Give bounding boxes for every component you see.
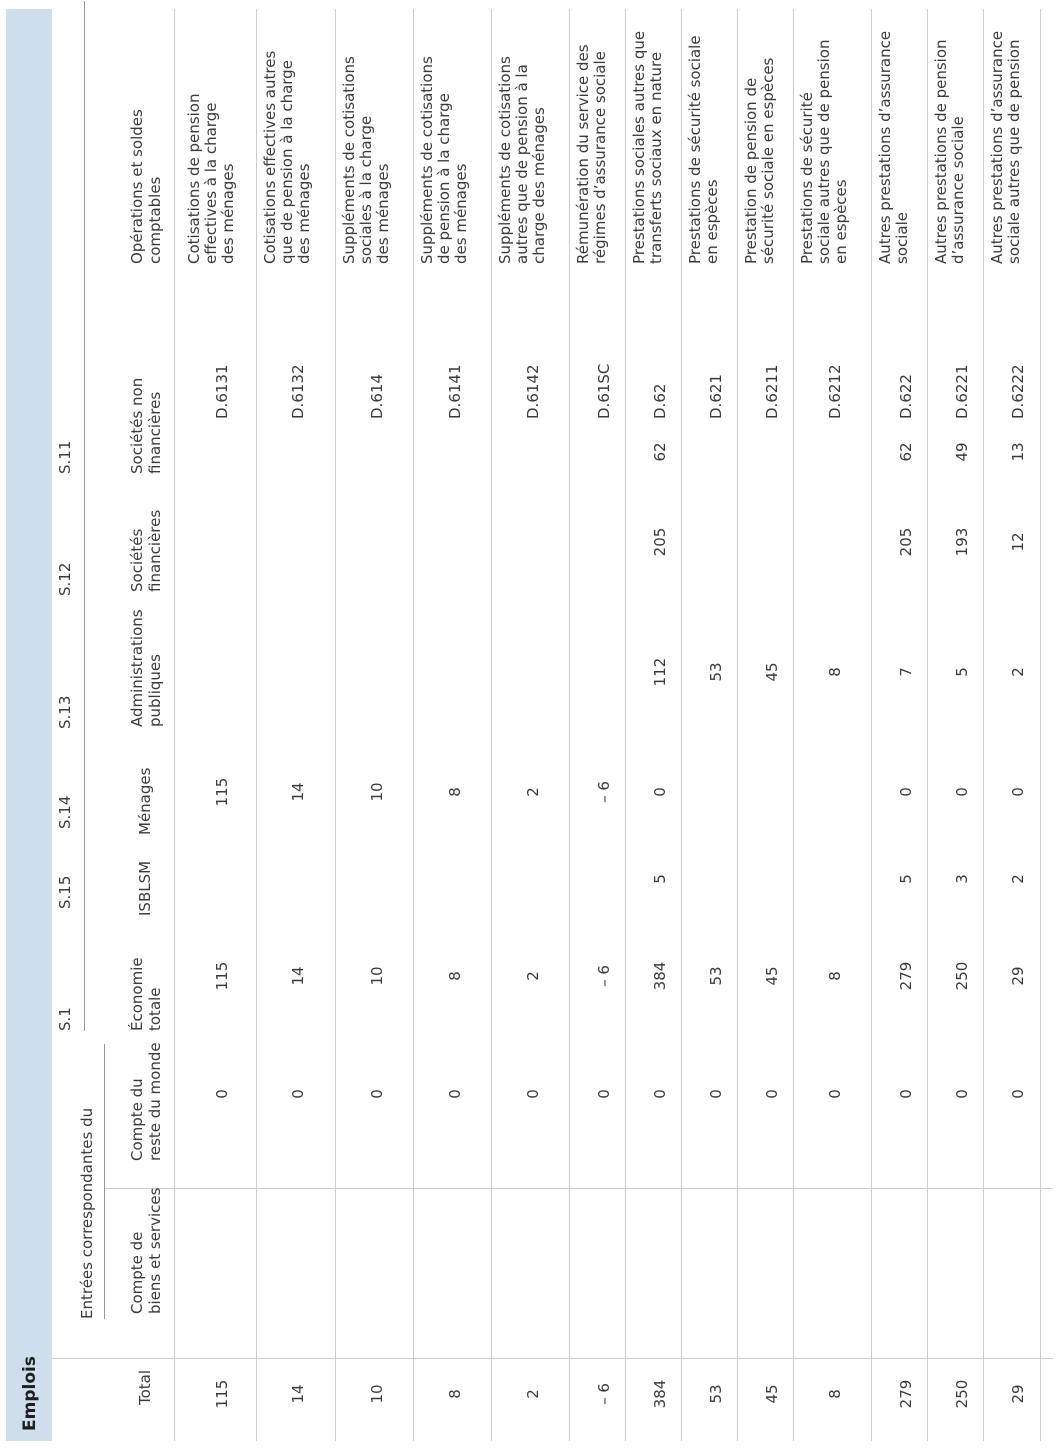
economy-total-cell: 45 xyxy=(763,966,781,986)
sector-code-s12: S.12 xyxy=(56,562,74,596)
operation-label-line: Cotisations effectives autres xyxy=(261,50,279,264)
operation-label-line: des ménages xyxy=(295,163,313,264)
households-cell: 14 xyxy=(289,782,307,802)
rest-world-cell: 0 xyxy=(213,1089,231,1099)
total-cell: 10 xyxy=(368,1384,386,1404)
rest-world-cell: 0 xyxy=(897,1089,915,1099)
operation-label-line: autres que de pension à la xyxy=(513,64,531,264)
economy-total-cell: 115 xyxy=(213,961,231,991)
sector-header-s11 xyxy=(128,378,164,474)
total-cell: 53 xyxy=(707,1384,725,1404)
rest-world-header xyxy=(128,1042,164,1161)
sector-code-s13: S.13 xyxy=(56,695,74,729)
rest-world-cell: 0 xyxy=(368,1089,386,1099)
operation-code: D.61SC xyxy=(595,363,613,419)
row-separator xyxy=(927,9,928,1441)
operation-code: D.622 xyxy=(897,374,915,419)
operation-code: D.6142 xyxy=(524,364,542,419)
sector-code-s14: S.14 xyxy=(56,795,74,829)
entries-group-header: Entrées correspondantes du xyxy=(78,1107,96,1319)
total-cell: 8 xyxy=(826,1389,844,1399)
column-divider xyxy=(104,1188,1053,1189)
operation-code: D.6141 xyxy=(446,364,464,419)
total-cell: 2 xyxy=(524,1389,542,1399)
header-separator xyxy=(174,9,175,1441)
row-separator xyxy=(871,9,872,1441)
operation-code: D.6221 xyxy=(953,364,971,419)
section-header-bar xyxy=(6,9,52,1441)
operation-label-line: en espèces xyxy=(703,179,721,264)
row-separator xyxy=(1040,9,1041,1441)
government-cell: 8 xyxy=(826,667,844,677)
rest-world-header-line: Compte du xyxy=(128,1078,146,1161)
economy-total-cell: 53 xyxy=(707,966,725,986)
total-cell: 279 xyxy=(897,1379,915,1409)
sector-header-line: totale xyxy=(146,987,164,1031)
operation-code: D.6132 xyxy=(289,364,307,419)
total-cell: – 6 xyxy=(595,1383,613,1405)
sector-code-s1: S.1 xyxy=(56,1007,74,1031)
rest-world-cell: 0 xyxy=(1009,1089,1027,1099)
sector-header-line: Sociétés xyxy=(128,528,146,592)
operation-label xyxy=(419,9,470,264)
goods-services-header-line: Compte de xyxy=(128,1231,146,1314)
rest-world-cell: 0 xyxy=(763,1089,781,1099)
operation-label-line: effectives à la charge xyxy=(202,102,220,264)
row-separator xyxy=(569,9,570,1441)
operation-label xyxy=(262,9,313,264)
nonfinancial-corp-cell: 13 xyxy=(1009,442,1027,462)
operation-label xyxy=(341,9,392,264)
operation-label xyxy=(877,9,911,264)
operation-label-line: Autres prestations de pension xyxy=(932,39,950,264)
total-column-header: Total xyxy=(136,1369,154,1405)
operation-code: D.6131 xyxy=(213,364,231,419)
operation-code: D.621 xyxy=(707,374,725,419)
operation-label xyxy=(743,9,777,264)
government-cell: 2 xyxy=(1009,667,1027,677)
operation-label-line: sociale autres que de pension xyxy=(815,39,833,264)
row-separator xyxy=(737,9,738,1441)
sector-header-line: financières xyxy=(146,509,164,592)
sector-header-line: Administrations xyxy=(128,609,146,727)
operation-label-line: sociales à la charge xyxy=(357,115,375,264)
economy-total-cell: 8 xyxy=(826,971,844,981)
operation-label xyxy=(933,9,967,264)
rest-world-cell: 0 xyxy=(595,1089,613,1099)
government-cell: 112 xyxy=(651,657,669,687)
operation-label-line: Prestations sociales autres que xyxy=(630,30,648,264)
economy-total-cell: 250 xyxy=(953,961,971,991)
households-cell: 0 xyxy=(651,787,669,797)
sector-header-s15 xyxy=(136,861,154,916)
government-cell: 53 xyxy=(707,662,725,682)
nonfinancial-corp-cell: 62 xyxy=(897,442,915,462)
households-cell: 8 xyxy=(446,787,464,797)
goods-services-header xyxy=(128,1188,164,1314)
operation-code: D.614 xyxy=(368,374,386,419)
nonfinancial-corp-cell: 49 xyxy=(953,442,971,462)
economy-total-cell: 10 xyxy=(368,966,386,986)
operation-label-line: sécurité sociale en espèces xyxy=(759,57,777,264)
operation-label-line: Suppléments de cotisations xyxy=(496,56,514,264)
npish-cell: 5 xyxy=(651,874,669,884)
operation-label-line: sociale xyxy=(893,212,911,264)
row-separator xyxy=(983,9,984,1441)
economy-total-cell: 29 xyxy=(1009,966,1027,986)
operation-label-line: Prestations de sécurité sociale xyxy=(686,35,704,264)
economy-total-cell: 8 xyxy=(446,971,464,981)
operation-label-line: d’assurance sociale xyxy=(949,116,967,264)
operation-label-line: que de pension à la charge xyxy=(278,60,296,264)
rest-world-cell: 0 xyxy=(826,1089,844,1099)
sector-codes-underline xyxy=(84,1,85,1031)
nonfinancial-corp-cell: 62 xyxy=(651,442,669,462)
rest-world-cell: 0 xyxy=(651,1089,669,1099)
total-cell: 29 xyxy=(1009,1384,1027,1404)
operation-label-line: charge des ménages xyxy=(530,107,548,264)
households-cell: – 6 xyxy=(595,781,613,803)
operation-label-line: Autres prestations d’assurance xyxy=(988,30,1006,264)
operation-label xyxy=(989,9,1023,264)
operation-label-line: des ménages xyxy=(452,163,470,264)
operation-label-line: Prestations de sécurité xyxy=(798,92,816,264)
sector-header-s12 xyxy=(128,510,164,592)
row-separator xyxy=(335,9,336,1441)
government-cell: 5 xyxy=(953,667,971,677)
households-cell: 0 xyxy=(1009,787,1027,797)
economy-total-cell: 384 xyxy=(651,961,669,991)
rest-world-header-line: reste du monde xyxy=(146,1042,164,1161)
government-cell: 7 xyxy=(897,667,915,677)
operation-label-line: Autres prestations d’assurance xyxy=(876,30,894,264)
total-cell: 45 xyxy=(763,1384,781,1404)
sector-header-s13 xyxy=(128,609,164,727)
sector-header-line: Sociétés non xyxy=(128,377,146,474)
sector-header-line: Économie xyxy=(128,957,146,1031)
economy-total-cell: 14 xyxy=(289,966,307,986)
households-cell: 2 xyxy=(524,787,542,797)
goods-services-header-line: biens et services xyxy=(146,1187,164,1314)
operation-label xyxy=(186,9,237,264)
sector-header-line: Ménages xyxy=(136,767,154,835)
households-cell: 10 xyxy=(368,782,386,802)
sector-header-line: publiques xyxy=(146,654,164,727)
row-separator xyxy=(793,9,794,1441)
npish-cell: 5 xyxy=(897,874,915,884)
financial-corp-cell: 205 xyxy=(651,527,669,557)
entries-group-underline xyxy=(104,1044,105,1319)
operation-code: D.6211 xyxy=(763,364,781,419)
row-separator xyxy=(625,9,626,1441)
operation-label xyxy=(575,9,609,264)
total-cell: 115 xyxy=(213,1379,231,1409)
operation-label-line: transferts sociaux en nature xyxy=(647,51,665,264)
row-separator xyxy=(491,9,492,1441)
operations-header-line: Opérations et soldes xyxy=(128,109,146,264)
operation-label-line: des ménages xyxy=(374,163,392,264)
financial-corp-cell: 12 xyxy=(1009,532,1027,552)
operation-code: D.6212 xyxy=(826,364,844,419)
economy-total-cell: – 6 xyxy=(595,965,613,987)
rest-world-cell: 0 xyxy=(446,1089,464,1099)
operations-header xyxy=(128,109,164,264)
financial-corp-cell: 193 xyxy=(953,527,971,557)
operations-header-line: comptables xyxy=(146,176,164,264)
sector-header-s14 xyxy=(136,768,154,835)
rest-world-cell: 0 xyxy=(953,1089,971,1099)
households-cell: 0 xyxy=(953,787,971,797)
npish-cell: 3 xyxy=(953,874,971,884)
row-separator xyxy=(681,9,682,1441)
row-separator xyxy=(256,9,257,1441)
economy-total-cell: 279 xyxy=(897,961,915,991)
operation-label-line: de pension à la charge xyxy=(435,93,453,264)
operation-label-line: en espèces xyxy=(832,179,850,264)
operation-label xyxy=(687,9,721,264)
total-cell: 384 xyxy=(651,1379,669,1409)
operation-label-line: Suppléments de cotisations xyxy=(340,56,358,264)
operation-code: D.62 xyxy=(651,383,669,419)
operation-label xyxy=(631,9,665,264)
operation-label-line: sociale autres que de pension xyxy=(1005,39,1023,264)
operation-label-line: des ménages xyxy=(219,163,237,264)
operation-label-line: régimes d’assurance sociale xyxy=(591,51,609,264)
rest-world-cell: 0 xyxy=(524,1089,542,1099)
operation-label-line: Rémunération du service des xyxy=(574,44,592,264)
operation-code: D.6222 xyxy=(1009,364,1027,419)
operation-label xyxy=(799,9,850,264)
operation-label-line: Suppléments de cotisations xyxy=(418,56,436,264)
sector-header-line: ISBLSM xyxy=(136,860,154,916)
npish-cell: 2 xyxy=(1009,874,1027,884)
financial-corp-cell: 205 xyxy=(897,527,915,557)
section-title: Emplois xyxy=(20,1356,40,1431)
row-separator xyxy=(413,9,414,1441)
sector-code-s11: S.11 xyxy=(56,440,74,474)
households-cell: 0 xyxy=(897,787,915,797)
operation-label-line: Prestation de pension de xyxy=(742,77,760,264)
economy-total-cell: 2 xyxy=(524,971,542,981)
government-cell: 45 xyxy=(763,662,781,682)
sector-header-s1 xyxy=(128,957,164,1031)
total-cell: 14 xyxy=(289,1384,307,1404)
rest-world-cell: 0 xyxy=(707,1089,725,1099)
households-cell: 115 xyxy=(213,777,231,807)
operation-label xyxy=(497,9,548,264)
total-cell: 250 xyxy=(953,1379,971,1409)
rest-world-cell: 0 xyxy=(289,1089,307,1099)
operation-label-line: Cotisations de pension xyxy=(185,93,203,264)
sector-code-s15: S.15 xyxy=(56,875,74,909)
total-cell: 8 xyxy=(446,1389,464,1399)
sector-header-line: financières xyxy=(146,391,164,474)
